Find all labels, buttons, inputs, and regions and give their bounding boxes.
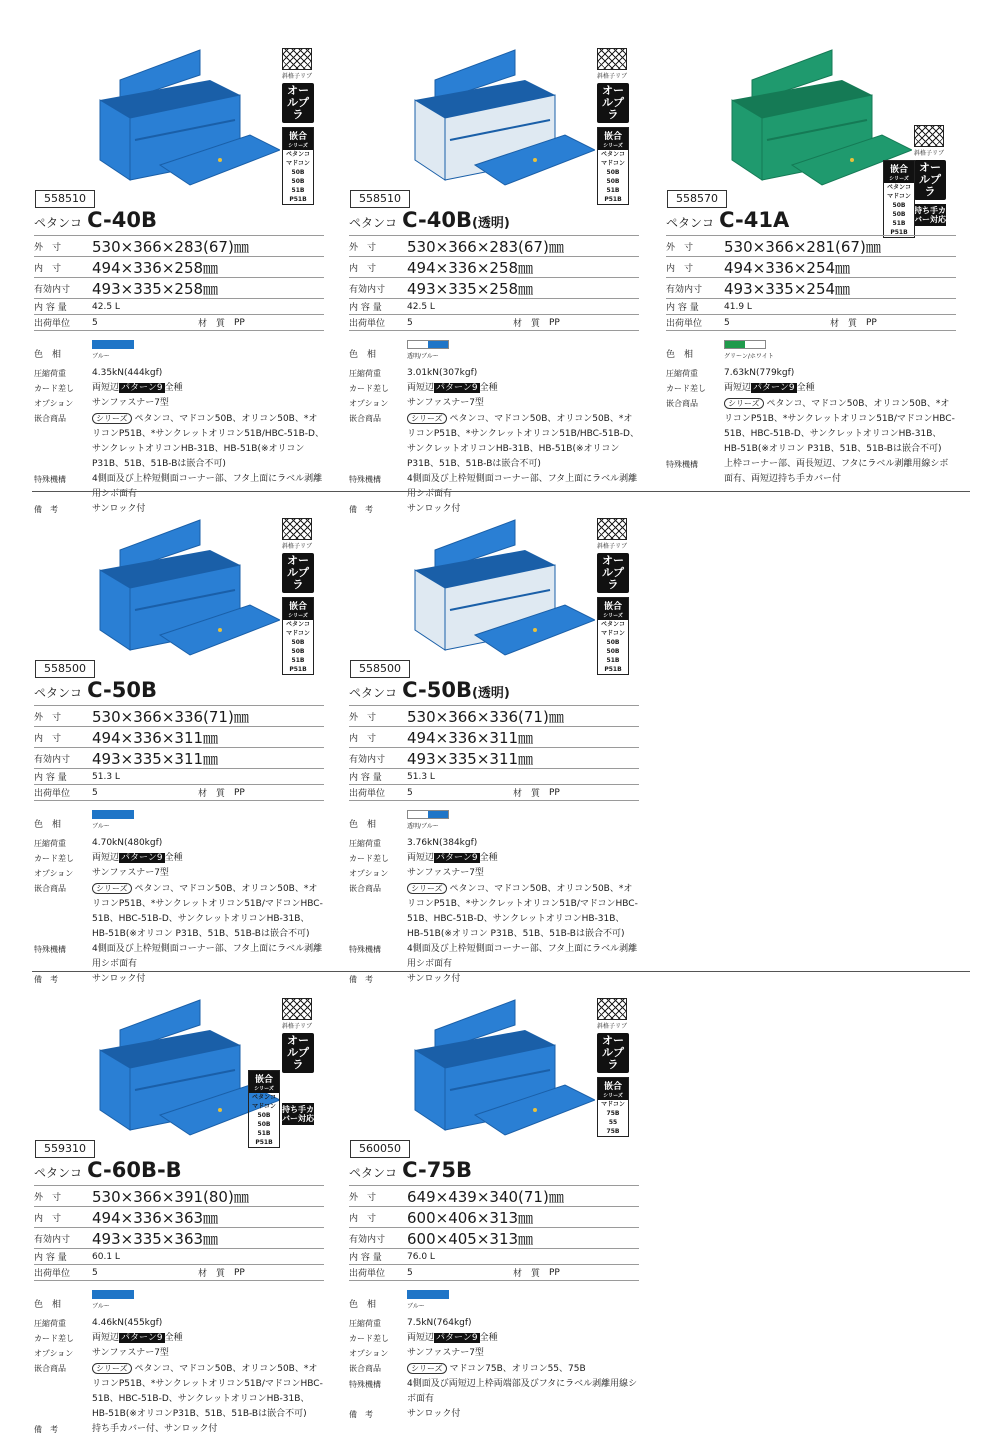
inner-dim-row: 内 寸 494×336×311㎜ [349,726,639,747]
product-title [349,1158,472,1182]
effective-dim-row: 有効内寸 493×335×258㎜ [34,277,324,298]
outer-dim-row: 外 寸 530×366×283(67)㎜ [34,235,324,256]
series-item: ペタンコ [600,151,625,158]
color-row: 色 相 透明/ブルー [349,810,639,832]
spec-remarks: 備 考 サンロック付 [349,502,639,517]
model-name: C-50B [87,678,157,702]
series-badge: 嵌合 シリーズ ペタンコ マドコン 50B 50B 51B P51B [597,127,629,205]
series-badge: 嵌合 シリーズ ペタンコ マドコン 50B 50B 51B P51B [883,160,913,238]
spec-option: オプション サンファスナー7型 [34,866,324,881]
product-card [20,510,325,984]
series-item: マドコン 50B [286,630,310,646]
badge-column [282,48,320,205]
spec-remarks: 備 考 持ち手カバー付、サンロック付 [34,1422,324,1437]
spec-option: オプション サンファスナー7型 [34,1346,324,1361]
spec-features: 特殊機構 上枠コーナー部、両長短辺、フタにラベル剥離用線シボ面有、両短辺持ち手カバー付 [666,457,956,487]
spec-list [349,366,639,517]
unit-material-row: 出荷単位 5 材 質 PP [34,314,324,331]
brand-name: ペタンコ [349,1166,398,1180]
all-plastic-badge: オールプラ [597,1033,629,1073]
product-code: 558500 [35,660,95,678]
product-code: 558570 [667,190,727,208]
inner-dim-row: 内 寸 494×336×311㎜ [34,726,324,747]
color-row: 色 相 ブルー [349,1290,639,1312]
inner-dim-row: 内 寸 494×336×258㎜ [34,256,324,277]
spec-card: カード差し 両短辺 パターン9 全種 [34,851,324,866]
product-code: 559310 [35,1140,95,1158]
spec-option-label: オプション [349,1349,389,1358]
brand-name: ペタンコ [34,1166,83,1180]
brand-name: ペタンコ [349,686,398,700]
spec-fitting-label: 嵌合商品 [34,884,66,893]
effective-dim-row: 有効内寸 493×335×311㎜ [349,747,639,768]
series-item: P51B [604,666,622,673]
color-row: 色 相 ブルー [34,340,324,362]
badge-column [282,518,320,675]
series-item: マドコン 50B [887,193,911,209]
effective-dim-row: 有効内寸 493×335×258㎜ [349,277,639,298]
spec-card-label: カード差し [34,854,74,863]
effective-dim-row: 有効内寸 493×335×363㎜ [34,1227,324,1248]
effective-dim-row: 有効内寸 493×335×254㎜ [666,277,956,298]
spec-option: オプション サンファスナー7型 [34,396,324,411]
capacity-row: 内 容 量 76.0 L [349,1248,639,1264]
spec-fitting-label: 嵌合商品 [349,1364,381,1373]
product-title [34,1158,182,1182]
spec-remarks-label: 備 考 [34,975,58,984]
brand-name: ペタンコ [349,216,398,230]
spec-option-label: オプション [349,869,389,878]
brand-name: ペタンコ [666,216,715,230]
color-swatch: 透明/ブルー [407,810,467,832]
spec-remarks-label: 備 考 [349,1410,373,1419]
badge-column [597,518,635,675]
all-plastic-badge: オールプラ [597,553,629,593]
spec-fitting: 嵌合商品 シリーズ ペタンコ、マドコン50B、オリコン50B、*オリコンP51B、*サンクレットオリコン51B/HBC-51B-D、サンクレットオリコンHB-31B、HB-51B(※オリコン P31B、51B、51B-Bは嵌合不可) [34,411,324,472]
outer-dim-row: 外 寸 530×366×283(67)㎜ [349,235,639,256]
series-item: P51B [255,1139,273,1146]
series-item: マドコン 50B [601,160,625,176]
spec-features: 特殊機構 4側面及び上枠短側面コーナー部、フタ上面にラベル剥離用シボ面有 [349,942,639,972]
outer-dim-row: 外 寸 649×439×340(71)㎜ [349,1185,639,1206]
all-plastic-badge: オールプラ [282,553,314,593]
all-plastic-badge: オールプラ [597,83,629,123]
spec-compression: 圧縮荷重 7.63kN(779kgf) [666,366,956,381]
spec-option: オプション サンファスナー7型 [349,396,639,411]
spec-compression: 圧縮荷重 7.5kN(764kgf) [349,1316,639,1331]
spec-remarks-label: 備 考 [34,505,58,514]
product-code: 558510 [350,190,410,208]
product-photo [712,40,912,190]
spec-card: カード差し 両短辺 パターン9 全種 [349,1331,639,1346]
spec-remarks: 備 考 サンロック付 [34,972,324,987]
spec-fitting-label: 嵌合商品 [349,884,381,893]
product-title [34,678,157,702]
product-photo [395,40,595,190]
color-row: 色 相 透明/ブルー [349,340,639,362]
dimension-table [349,705,639,801]
spec-card-label: カード差し [666,384,706,393]
unit-material-row: 出荷単位 5 材 質 PP [34,784,324,801]
dimension-table [34,235,324,331]
spec-list [349,1316,639,1422]
spec-fitting: 嵌合商品 シリーズ ペタンコ、マドコン50B、オリコン50B、*オリコンP51B、*サンクレットオリコン51B/HBC-51B-D、サンクレットオリコンHB-31B、HB-51B(※オリコン P31B、51B、51B-Bは嵌合不可) [349,411,639,472]
product-title [349,678,510,702]
unit-material-row: 出荷単位 5 材 質 PP [34,1264,324,1281]
all-plastic-badge: オールプラ [282,1033,314,1073]
model-suffix: (透明) [471,686,510,701]
product-photo [395,990,595,1140]
spec-option-label: オプション [34,1349,74,1358]
series-item: P51B [289,666,307,673]
series-item: マドコン 50B [252,1103,276,1119]
capacity-row: 内 容 量 41.9 L [666,298,956,314]
spec-list [34,366,324,517]
spec-card-label: カード差し [349,1334,389,1343]
spec-fitting: 嵌合商品 シリーズ ペタンコ、マドコン50B、オリコン50B、*オリコンP51B、*サンクレットオリコン51B/マドコンHBC-51B、HBC-51B-D、サンクレットオリコンHB-31B、HB-51B(※オリコン P31B、51B、51B-Bは嵌合不可) [34,881,324,942]
spec-compression-label: 圧縮荷重 [34,369,66,378]
series-item: 51B [291,187,305,194]
dimension-table [34,1185,324,1281]
series-badge: 嵌合 シリーズ ペタンコ マドコン 50B 50B 51B P51B [282,597,314,675]
spec-remarks: 備 考 サンロック付 [349,972,639,987]
spec-fitting: 嵌合商品 シリーズ マドコン75B、オリコン55、75B [349,1361,639,1377]
color-swatch: グリーン/ホワイト [724,340,784,362]
lattice-rib-icon [597,998,627,1020]
product-photo [395,510,595,660]
spec-card-label: カード差し [349,384,389,393]
series-item: 50B [606,178,620,185]
spec-remarks: 備 考 サンロック付 [349,1407,639,1422]
product-code: 558510 [35,190,95,208]
spec-card: カード差し 両短辺 パターン9 全種 [34,381,324,396]
series-item: 51B [606,657,620,664]
spec-fitting: 嵌合商品 シリーズ ペタンコ、マドコン50B、オリコン50B、*オリコンP51B、*サンクレットオリコン51B/マドコンHBC-51B、HBC-51B-D、サンクレットオリコンHB-31B、HB-51B(※オリコン P31B、51B、51B-Bは嵌合不可) [666,396,956,457]
series-item: 75B [606,1128,620,1135]
spec-fitting: 嵌合商品 シリーズ ペタンコ、マドコン50B、オリコン50B、*オリコンP51B、*サンクレットオリコン51B/マドコンHBC-51B、HBC-51B-D、サンクレットオリコンHB-31B、HB-51B(※オリコン P31B、51B、51B-Bは嵌合不可) [349,881,639,942]
lattice-rib-caption: 斜格子リブ [282,543,313,550]
product-title [34,208,157,232]
spec-card-label: カード差し [34,384,74,393]
effective-dim-row: 有効内寸 493×335×311㎜ [34,747,324,768]
color-row: 色 相 ブルー [34,810,324,832]
color-swatch: 透明/ブルー [407,340,467,362]
spec-card: カード差し 両短辺 パターン9 全種 [349,851,639,866]
lattice-rib-icon [282,998,312,1020]
spec-option-label: オプション [34,399,74,408]
spec-features-label: 特殊機構 [349,1380,381,1389]
spec-remarks: 備 考 サンロック付 [34,502,324,517]
all-plastic-badge: オールプラ [914,160,946,200]
badge-column [597,48,635,205]
product-card [20,40,325,514]
spec-fitting: 嵌合商品 シリーズ ペタンコ、マドコン50B、オリコン50B、*オリコンP51B、*サンクレットオリコン51B/マドコンHBC-51B、HBC-51B-D、サンクレットオリコンHB-31B、HB-51B(※オリコンP31B、51B、51B-Bは嵌合不可) [34,1361,324,1422]
spec-list [666,366,956,487]
series-badge: 嵌合 シリーズ ペタンコ マドコン 50B 50B 51B P51B [248,1070,278,1148]
series-badge: 嵌合 シリーズ ペタンコ マドコン 50B 50B 51B P51B [282,127,314,205]
series-item: ペタンコ [600,621,625,628]
spec-fitting-label: 嵌合商品 [34,1364,66,1373]
series-item: マドコン75B [601,1101,625,1117]
lattice-rib-caption: 斜格子リブ [914,150,945,157]
product-photo [80,40,280,190]
dimension-table [349,235,639,331]
capacity-row: 内 容 量 42.5 L [34,298,324,314]
series-badge: 嵌合 シリーズ マドコン75B 55 75B [597,1077,629,1137]
color-swatch: ブルー [92,810,152,832]
brand-name: ペタンコ [34,686,83,700]
product-card [335,990,640,1450]
product-title [666,208,789,232]
spec-features-label: 特殊機構 [349,475,381,484]
lattice-rib-icon [282,518,312,540]
dimension-table [349,1185,639,1281]
lattice-rib-icon [914,125,944,147]
model-name: C-40B [402,208,472,232]
lattice-rib-icon [282,48,312,70]
capacity-row: 内 容 量 42.5 L [349,298,639,314]
outer-dim-row: 外 寸 530×366×281(67)㎜ [666,235,956,256]
unit-material-row: 出荷単位 5 材 質 PP [349,1264,639,1281]
color-swatch: ブルー [92,340,152,362]
spec-features: 特殊機構 4側面及び上枠短側面コーナー部、フタ上面にラベル剥離用シボ面有 [34,472,324,502]
series-item: 50B [257,1121,271,1128]
outer-dim-row: 外 寸 530×366×336(71)㎜ [34,705,324,726]
series-item: P51B [289,196,307,203]
brand-name: ペタンコ [34,216,83,230]
dimension-table [34,705,324,801]
model-name: C-60B-B [87,1158,182,1182]
series-item: ペタンコ [285,621,310,628]
lattice-rib-icon [597,48,627,70]
spec-option-label: オプション [34,869,74,878]
spec-compression-label: 圧縮荷重 [349,839,381,848]
spec-compression: 圧縮荷重 3.76kN(384kgf) [349,836,639,851]
spec-option: オプション サンファスナー7型 [349,866,639,881]
spec-card: カード差し 両短辺 パターン9 全種 [666,381,956,396]
series-item: 50B [291,648,305,655]
series-item: 50B [606,648,620,655]
product-code: 558500 [350,660,410,678]
product-card [335,510,640,984]
product-card [335,40,640,514]
spec-features-label: 特殊機構 [349,945,381,954]
model-name: C-75B [402,1158,472,1182]
series-item: 51B [892,220,906,227]
product-title [349,208,510,232]
spec-compression-label: 圧縮荷重 [349,369,381,378]
series-item: 50B [892,211,906,218]
series-item: マドコン 50B [286,160,310,176]
lattice-rib-icon [597,518,627,540]
spec-features: 特殊機構 4側面及び上枠短側面コーナー部、フタ上面にラベル剥離用シボ面有 [34,942,324,972]
spec-compression: 圧縮荷重 4.70kN(480kgf) [34,836,324,851]
product-card [652,40,957,500]
series-item: P51B [604,196,622,203]
spec-option: オプション サンファスナー7型 [349,1346,639,1361]
series-item: 51B [257,1130,271,1137]
model-name: C-41A [719,208,790,232]
all-plastic-badge: オールプラ [282,83,314,123]
spec-remarks-label: 備 考 [34,1425,58,1434]
inner-dim-row: 内 寸 494×336×363㎜ [34,1206,324,1227]
spec-list [34,1316,324,1437]
spec-features-label: 特殊機構 [34,475,66,484]
inner-dim-row: 内 寸 600×406×313㎜ [349,1206,639,1227]
section-divider-2 [32,971,970,972]
spec-list [349,836,639,987]
spec-compression: 圧縮荷重 3.01kN(307kgf) [349,366,639,381]
outer-dim-row: 外 寸 530×366×391(80)㎜ [34,1185,324,1206]
unit-material-row: 出荷単位 5 材 質 PP [349,784,639,801]
spec-card: カード差し 両短辺 パターン9 全種 [34,1331,324,1346]
spec-fitting-label: 嵌合商品 [34,414,66,423]
lattice-rib-caption: 斜格子リブ [282,73,313,80]
handle-cover-badge: 持ち手カバー対応 [282,1105,314,1123]
spec-compression: 圧縮荷重 4.46kN(455kgf) [34,1316,324,1331]
series-item: 50B [291,178,305,185]
series-item: ペタンコ [886,184,911,191]
handle-cover-badge: 持ち手カバー対応 [914,206,946,224]
spec-remarks-label: 備 考 [349,975,373,984]
model-suffix: (透明) [471,216,510,231]
lattice-rib-caption: 斜格子リブ [282,1023,313,1030]
series-item: ペタンコ [251,1094,276,1101]
spec-features-label: 特殊機構 [666,460,698,469]
series-item: 51B [291,657,305,664]
series-item: ペタンコ [285,151,310,158]
series-item: マドコン 50B [601,630,625,646]
badge-column [597,998,635,1137]
model-name: C-50B [402,678,472,702]
color-swatch: ブルー [407,1290,467,1312]
spec-compression-label: 圧縮荷重 [349,1319,381,1328]
spec-compression: 圧縮荷重 4.35kN(444kgf) [34,366,324,381]
spec-card: カード差し 両短辺 パターン9 全種 [349,381,639,396]
inner-dim-row: 内 寸 494×336×254㎜ [666,256,956,277]
color-row: 色 相 ブルー [34,1290,324,1312]
product-photo [80,510,280,660]
capacity-row: 内 容 量 60.1 L [34,1248,324,1264]
product-code: 560050 [350,1140,410,1158]
series-item: 55 [608,1119,618,1126]
badge-column [282,998,320,1077]
color-swatch: ブルー [92,1290,152,1312]
color-row: 色 相 グリーン/ホワイト [666,340,956,362]
spec-list [34,836,324,987]
spec-features: 特殊機構 4側面及び両短辺上枠両端部及びフタにラベル剥離用線シボ面有 [349,1377,639,1407]
series-item: 51B [606,187,620,194]
lattice-rib-caption: 斜格子リブ [597,1023,628,1030]
spec-option-label: オプション [349,399,389,408]
spec-features: 特殊機構 4側面及び上枠短側面コーナー部、フタ上面にラベル剥離用シボ面有 [349,472,639,502]
unit-material-row: 出荷単位 5 材 質 PP [666,314,956,331]
series-item: P51B [890,229,908,236]
spec-compression-label: 圧縮荷重 [666,369,698,378]
spec-fitting-label: 嵌合商品 [666,399,698,408]
lattice-rib-caption: 斜格子リブ [597,73,628,80]
product-card [20,990,325,1450]
series-badge: 嵌合 シリーズ ペタンコ マドコン 50B 50B 51B P51B [597,597,629,675]
spec-features-label: 特殊機構 [34,945,66,954]
inner-dim-row: 内 寸 494×336×258㎜ [349,256,639,277]
spec-card-label: カード差し [34,1334,74,1343]
capacity-row: 内 容 量 51.3 L [349,768,639,784]
unit-material-row: 出荷単位 5 材 質 PP [349,314,639,331]
spec-remarks-label: 備 考 [349,505,373,514]
spec-fitting-label: 嵌合商品 [349,414,381,423]
section-divider-1 [32,491,970,492]
outer-dim-row: 外 寸 530×366×336(71)㎜ [349,705,639,726]
lattice-rib-caption: 斜格子リブ [597,543,628,550]
effective-dim-row: 有効内寸 600×405×313㎜ [349,1227,639,1248]
spec-card-label: カード差し [349,854,389,863]
badge-column [914,125,952,226]
model-name: C-40B [87,208,157,232]
spec-compression-label: 圧縮荷重 [34,839,66,848]
spec-compression-label: 圧縮荷重 [34,1319,66,1328]
dimension-table [666,235,956,331]
capacity-row: 内 容 量 51.3 L [34,768,324,784]
